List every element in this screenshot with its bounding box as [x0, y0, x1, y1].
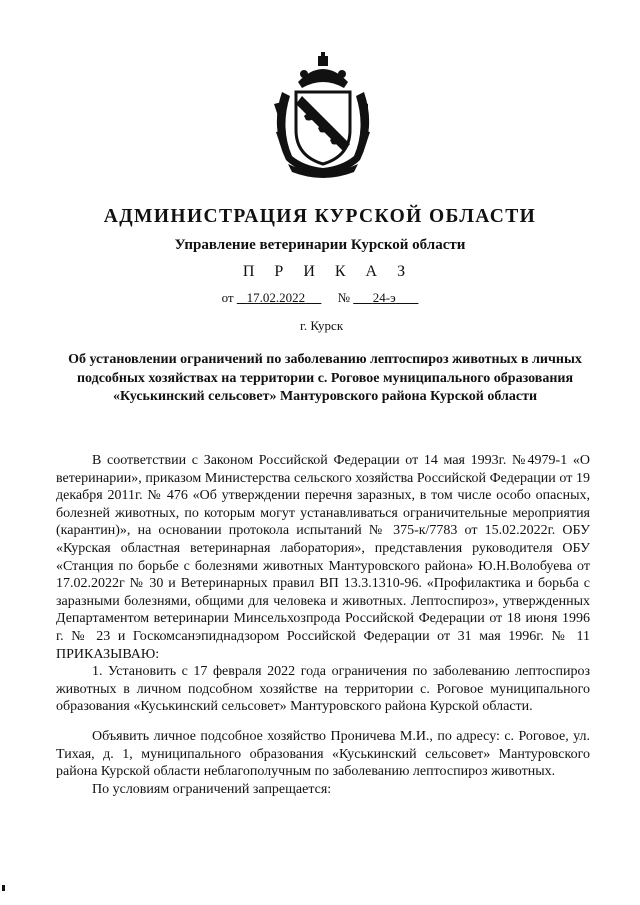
department-name: Управление ветеринарии Курской области — [174, 237, 466, 253]
number-prefix: № — [337, 290, 350, 305]
date-value: 17.02.2022 — [246, 290, 306, 305]
city: г. Курск — [300, 318, 344, 333]
order-subject: Об установлении ограничений по заболеванию лептоспироз животных в личных подсобных хозяйствах на территории с. Роговое муниципального образования «Куськинский сельсовет» Мантуровского района Курской области — [68, 352, 582, 404]
date-number-line — [0, 290, 640, 306]
paragraph-item-1: 1. Установить с 17 февраля 2022 года ограничения по заболеванию лептоспироз животных в личном подсобном хозяйстве на территории с. Роговое муниципального образования «Куськинский сельсовет» Мантуровского района Курской области. — [56, 664, 590, 715]
kursk-coat-of-arms-icon — [268, 52, 378, 178]
paragraph-declaration: Объявить личное подсобное хозяйство Проничева М.И., по адресу: с. Роговое, ул. Тихая, д. 1, муниципального образования «Куськинский сельсовет» Мантуровского района Курской области неблагополучным по заболеванию лептоспироз животных. — [56, 728, 590, 780]
date-prefix: от — [221, 290, 234, 305]
org-name: АДМИНИСТРАЦИЯ КУРСКОЙ ОБЛАСТИ — [103, 206, 537, 227]
order-body — [56, 452, 590, 798]
paragraph-restrictions: По условиям ограничений запрещается: — [92, 781, 332, 797]
number-value: 24-э — [372, 290, 396, 305]
document-type: П Р И К А З — [242, 263, 414, 280]
scan-mark — [2, 885, 5, 891]
paragraph-preamble: В соответствии с Законом Российской Федерации от 14 мая 1993г. №4979-1 «О ветеринарии», приказом Министерства сельского хозяйства Российской Федерации от 19 декабря 2011г. № 476 «Об утверждении перечня заразных, в том числе особо опасных, болезней животных, по которым могут устанавливаться ограничительные мероприятия (карантин)», на основании протокола испытаний № 375-к/7783 от 15.02.2022г. ОБУ «Курская областная ветеринарная лаборатория», представления руководителя ОБУ «Станция по борьбе с болезнями животных Мантуровского района» Ю.Н.Волобуева от 17.02.2022г № 30 и Ветеринарных правил ВП 13.3.1310-96. «Профилактика и борьба с заразными болезнями, общими для человека и животных. Лептоспироз», утвержденных Департаментом ветеринарии Минсельхозпрода Российской Федерации от 18 июня 1996 г. № 23 и Госкомсанэпиднадзором Российской Федерации от 31 мая 1996г. № 11 ПРИКАЗЫВАЮ: — [56, 453, 590, 662]
